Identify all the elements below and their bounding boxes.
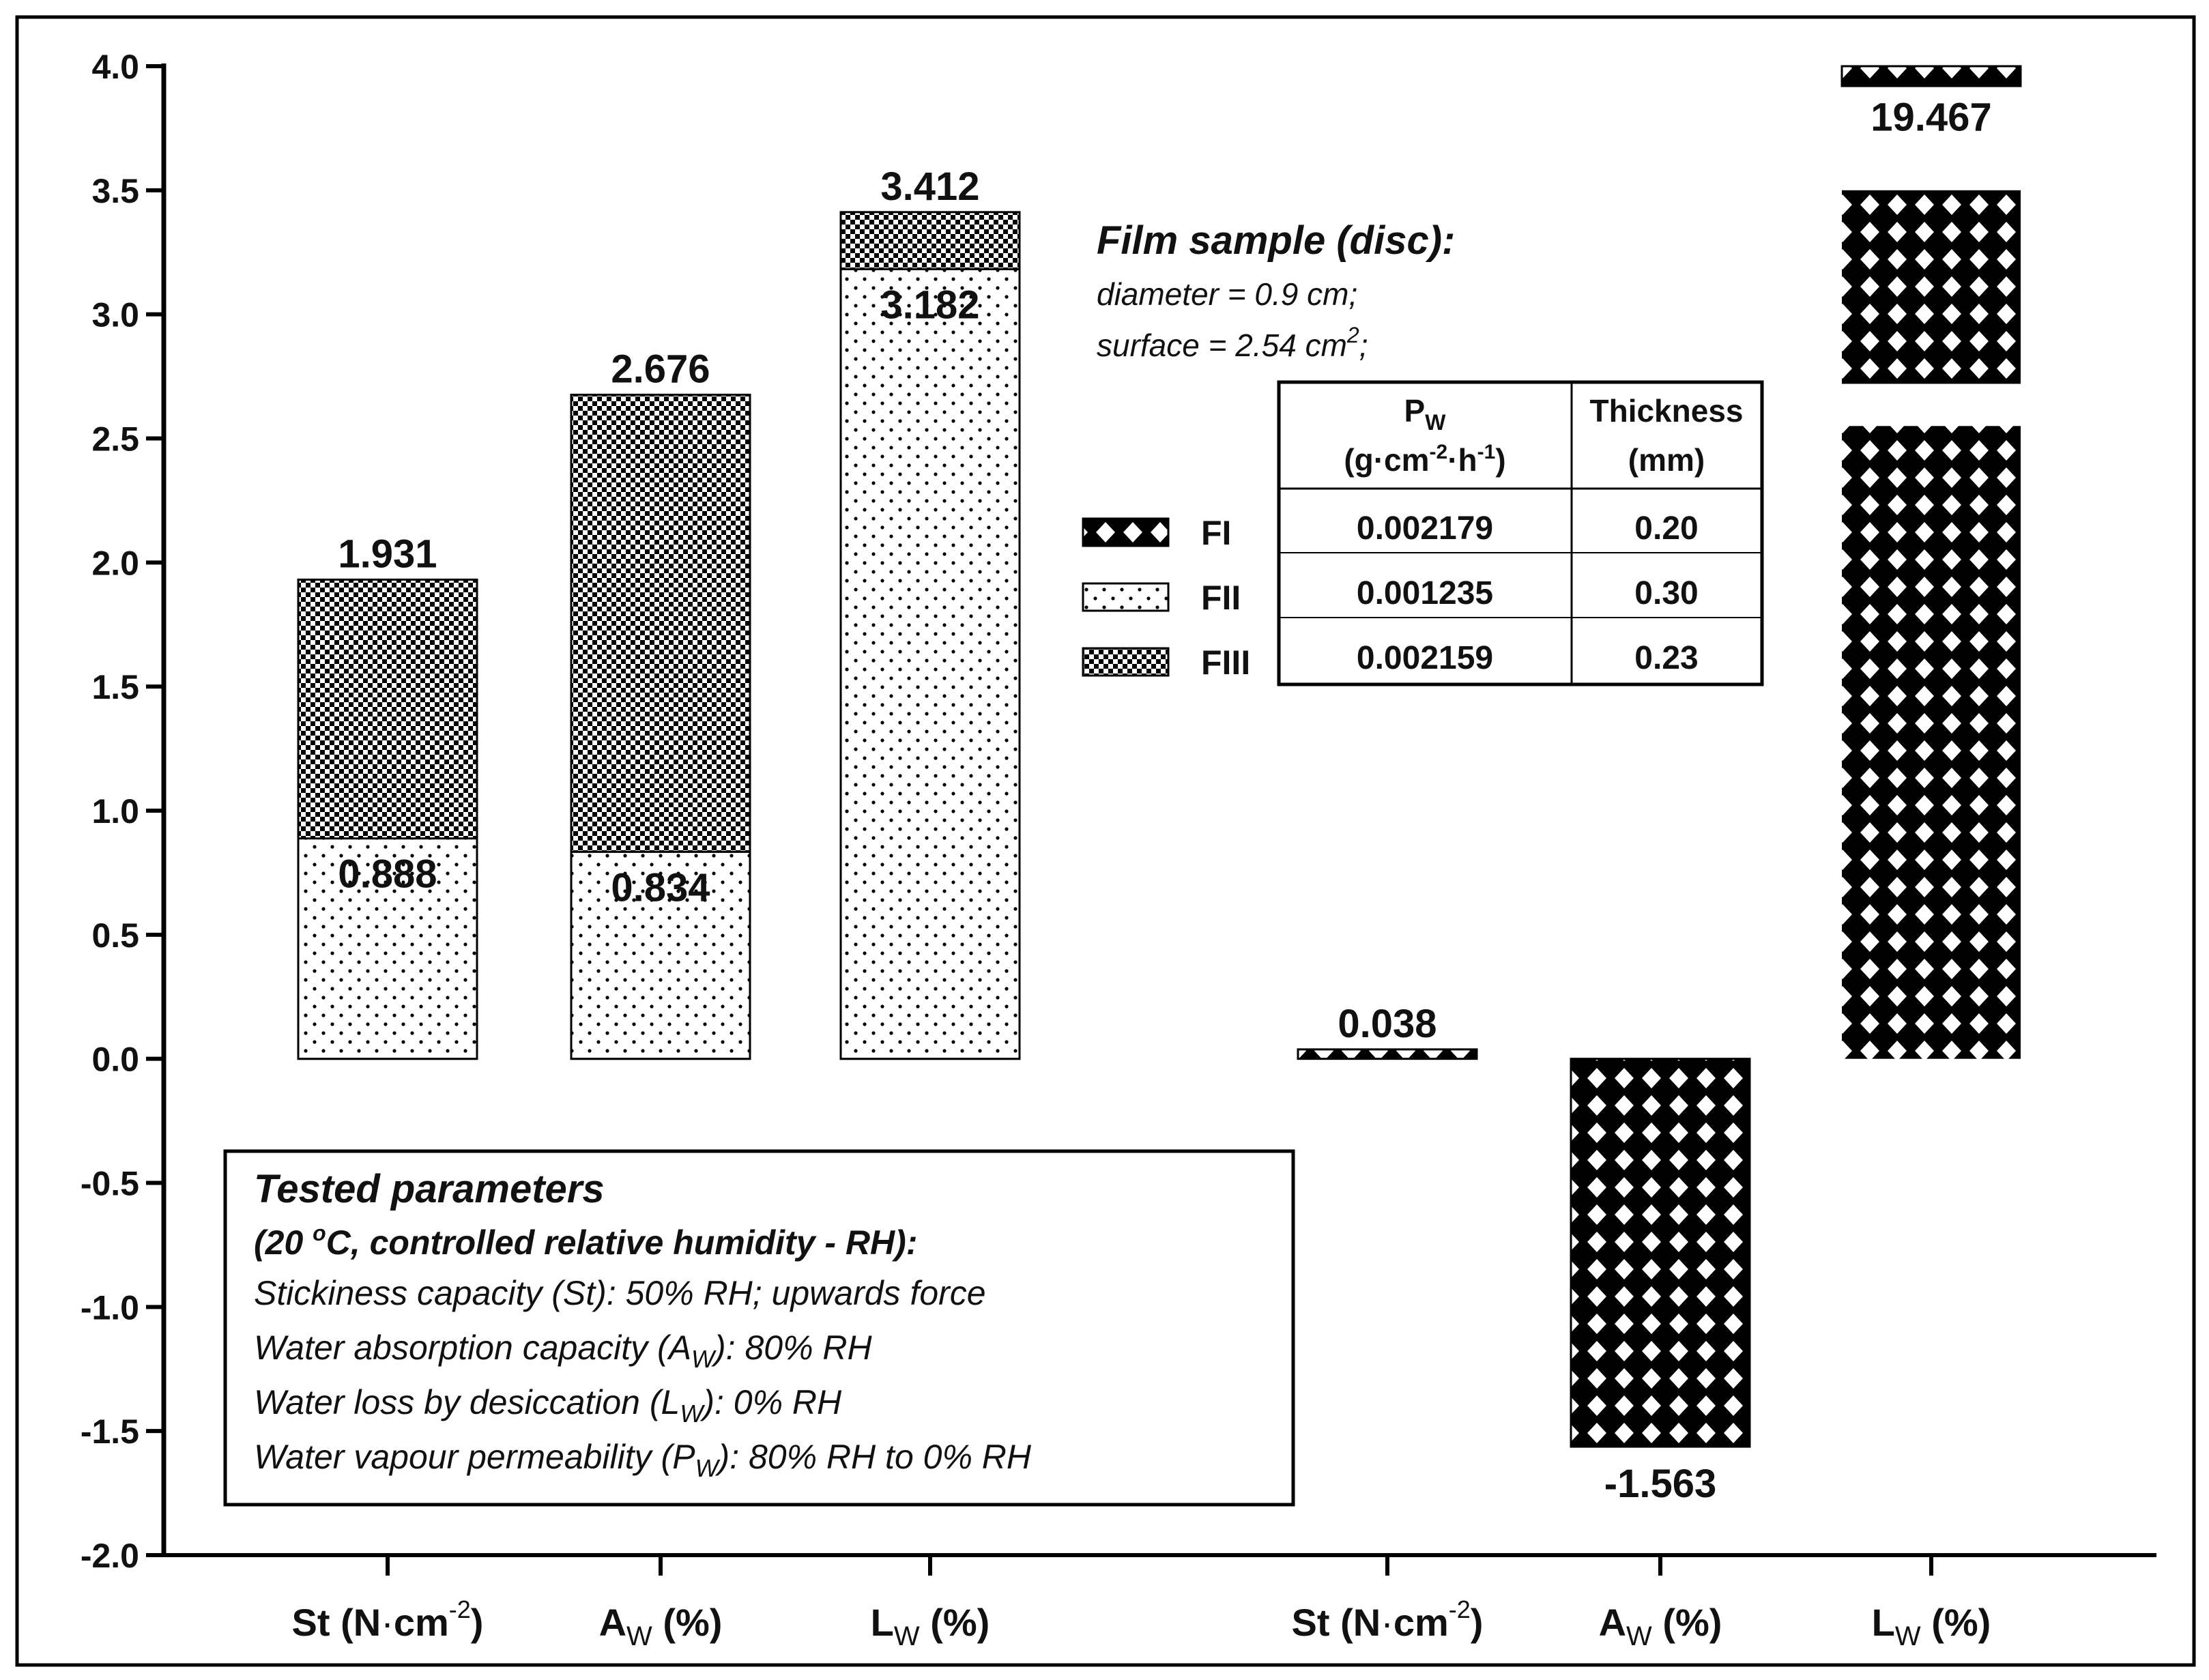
- box-line: Water loss by desiccation $(L_W)$: 0% RH: [254, 1383, 842, 1428]
- table-header-pw: $P_W$: [1404, 393, 1446, 435]
- x-tick-label: $A_W$ (%): [598, 1601, 723, 1651]
- info-diameter: diameter = 0.9 cm;: [1097, 276, 1358, 312]
- y-tick-label: 3.0: [91, 295, 139, 334]
- permeability-table: [1279, 382, 1762, 684]
- bar-FI: [1571, 1059, 1750, 1447]
- table-header-thickness: Thickness: [1589, 393, 1744, 429]
- table-header-thickness-unit: (mm): [1628, 442, 1705, 478]
- data-label-FIII: 1.931: [338, 532, 437, 577]
- box-title: Tested parameters: [254, 1167, 605, 1211]
- x-tick-label: $A_W$ (%): [1598, 1601, 1722, 1651]
- table-cell-pw: 0.002159: [1356, 640, 1494, 676]
- data-label-FI: 0.038: [1338, 1001, 1437, 1046]
- box-line: Water vapour permeability $(P_W)$: 80% RH to 0% RH: [254, 1438, 1032, 1482]
- y-tick-label: 4.0: [91, 48, 139, 86]
- y-tick-label: 1.0: [91, 792, 139, 830]
- legend-label-FII: FII: [1201, 579, 1241, 617]
- box-line: Water absorption capacity $(A_W)$: 80% RH: [254, 1329, 872, 1373]
- y-tick-label: -0.5: [80, 1164, 139, 1203]
- tested-parameters-box: [225, 1151, 1293, 1505]
- y-tick-label: -1.5: [80, 1413, 139, 1451]
- y-tick-label: 0.5: [91, 916, 139, 955]
- data-label-FIII: 3.412: [880, 164, 980, 209]
- y-tick-label: 1.5: [91, 668, 139, 707]
- bar-FII: [841, 269, 1020, 1058]
- data-label-FII: 0.888: [338, 852, 437, 897]
- y-tick-label: -2.0: [80, 1537, 139, 1575]
- x-tick-label: St $(N\cdot cm^{-2})$: [1291, 1595, 1484, 1644]
- legend-swatch-FI: [1083, 519, 1168, 546]
- box-subtitle: (20 $^o$C, controlled relative humidity - RH):: [254, 1221, 918, 1262]
- x-tick-label: $L_W$ (%): [870, 1601, 990, 1651]
- x-tick-label: $L_W$ (%): [1871, 1601, 1991, 1651]
- x-axis-labels: [292, 1595, 1991, 1651]
- bar-FI-top: [1842, 66, 2021, 86]
- table-cell-thickness: 0.20: [1634, 510, 1699, 547]
- data-label-FII: 0.834: [611, 865, 710, 910]
- box-line: Stickiness capacity (St): 50% RH; upwards force: [254, 1274, 986, 1312]
- y-tick-label: 2.5: [91, 420, 139, 459]
- data-label-FI: 19.467: [1871, 95, 1992, 140]
- bar-FI-lower: [1842, 426, 2021, 1058]
- y-tick-label: 3.5: [91, 171, 139, 210]
- x-tick-label: St $(N\cdot cm^{-2})$: [291, 1595, 484, 1644]
- legend: [1083, 514, 1250, 682]
- table-cell-thickness: 0.23: [1634, 640, 1699, 676]
- table-cell-pw: 0.002179: [1356, 510, 1494, 547]
- y-tick-label: 0.0: [91, 1040, 139, 1079]
- table-header-units: $(g\cdot cm^{-2}\cdot h^{-1})$: [1344, 441, 1506, 478]
- legend-swatch-FIII: [1083, 648, 1168, 676]
- bar-FI: [1298, 1049, 1477, 1059]
- legend-label-FI: FI: [1201, 514, 1232, 552]
- legend-label-FIII: FIII: [1201, 643, 1251, 682]
- y-tick-label: 2.0: [91, 544, 139, 583]
- info-heading: Film sample (disc):: [1097, 218, 1456, 263]
- table-cell-pw: 0.001235: [1356, 575, 1494, 611]
- info-surface: surface = 2.54 $cm^2$;: [1097, 323, 1368, 363]
- table-cell-thickness: 0.30: [1634, 575, 1699, 611]
- data-label-FI: -1.563: [1604, 1462, 1717, 1507]
- legend-swatch-FII: [1083, 583, 1168, 611]
- y-tick-label: -1.0: [80, 1288, 139, 1327]
- data-label-FIII: 2.676: [611, 347, 710, 392]
- data-label-FII: 3.182: [880, 283, 980, 328]
- film-sample-info: [1097, 218, 1455, 363]
- bar-FI-upper: [1842, 190, 2021, 384]
